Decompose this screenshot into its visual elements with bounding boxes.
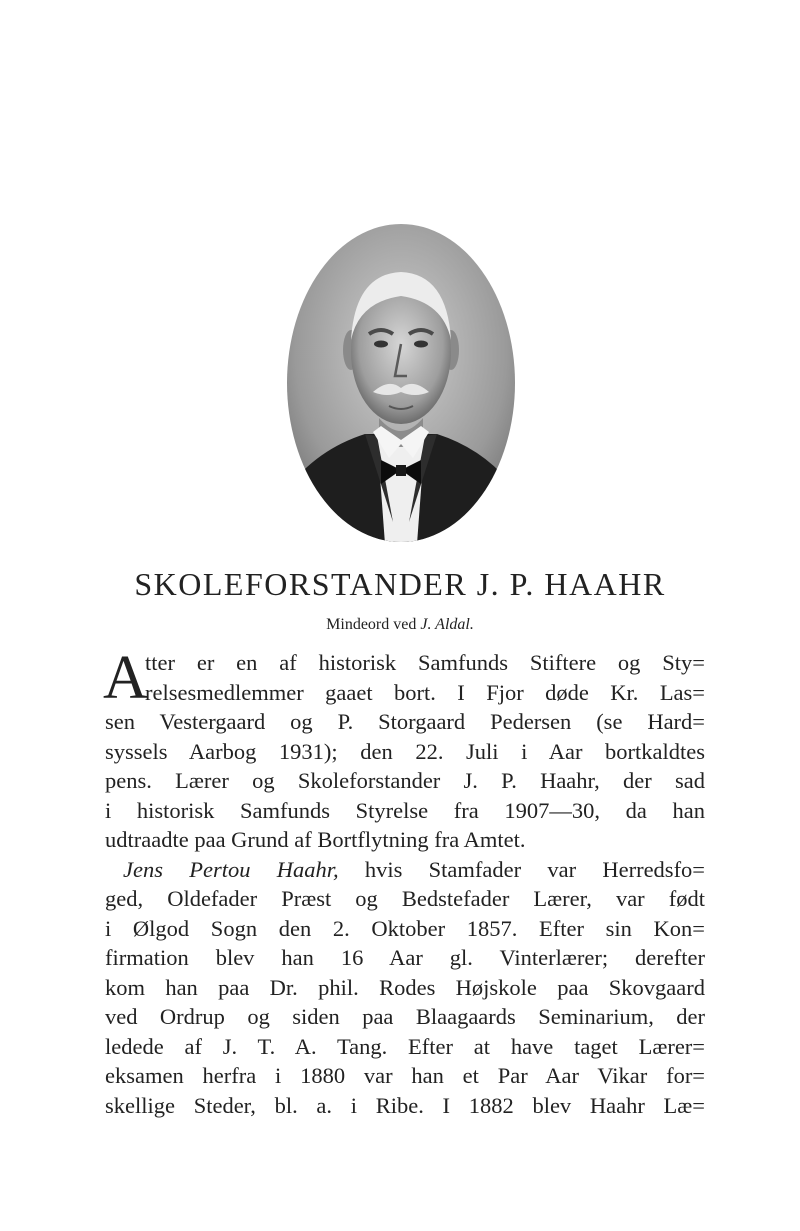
text-line: ged, Oldefader Præst og Bedstefader Lærer, var født — [105, 886, 705, 911]
text-line: kom han paa Dr. phil. Rodes Højskole paa Skovgaard — [105, 974, 705, 1000]
text-line: udtraadte paa Grund af Bortflytning fra Amtet. — [105, 827, 526, 852]
drop-cap: A — [103, 644, 148, 712]
article-body — [103, 644, 705, 1120]
text-fragment: hvis Stamfader var Herredsfo= — [338, 856, 705, 882]
byline-author: J. Aldal. — [420, 616, 474, 633]
page-title: SKOLEFORSTANDER J. P. HAAHR — [134, 566, 666, 602]
text-line: pens. Lærer og Skoleforstander J. P. Haahr, der sad — [105, 768, 705, 793]
person-name: Jens Pertou Haahr, — [123, 856, 339, 882]
portrait-photo — [285, 222, 517, 544]
text-line: eksamen herfra i 1880 var han et Par Aar Vikar for= — [105, 1063, 705, 1088]
text-line: sen Vestergaard og P. Storgaard Pedersen (se Hard= — [105, 709, 705, 734]
text-line: ved Ordrup og siden paa Blaagaards Seminarium, der — [105, 1004, 705, 1029]
text-line: syssels Aarbog 1931); den 22. Juli i Aar bortkaldtes — [105, 738, 705, 764]
text-line: i historisk Samfunds Styrelse fra 1907—30, da han — [105, 797, 705, 823]
byline — [0, 616, 800, 634]
text-line: relsesmedlemmer gaaet bort. I Fjor døde Kr. Las= — [145, 679, 705, 705]
text-line: i Ølgod Sogn den 2. Oktober 1857. Efter sin Kon= — [105, 915, 705, 941]
byline-prefix: Mindeord ved — [326, 616, 421, 633]
text-line: tter er en af historisk Samfunds Stiftere og Sty= — [145, 650, 705, 675]
text-line — [105, 855, 705, 885]
text-line: skellige Steder, bl. a. i Ribe. I 1882 blev Haahr Læ= — [105, 1092, 705, 1118]
text-line: ledede af J. T. A. Tang. Efter at have taget Lærer= — [105, 1033, 705, 1059]
text-line: firmation blev han 16 Aar gl. Vinterlærer; derefter — [105, 945, 705, 970]
